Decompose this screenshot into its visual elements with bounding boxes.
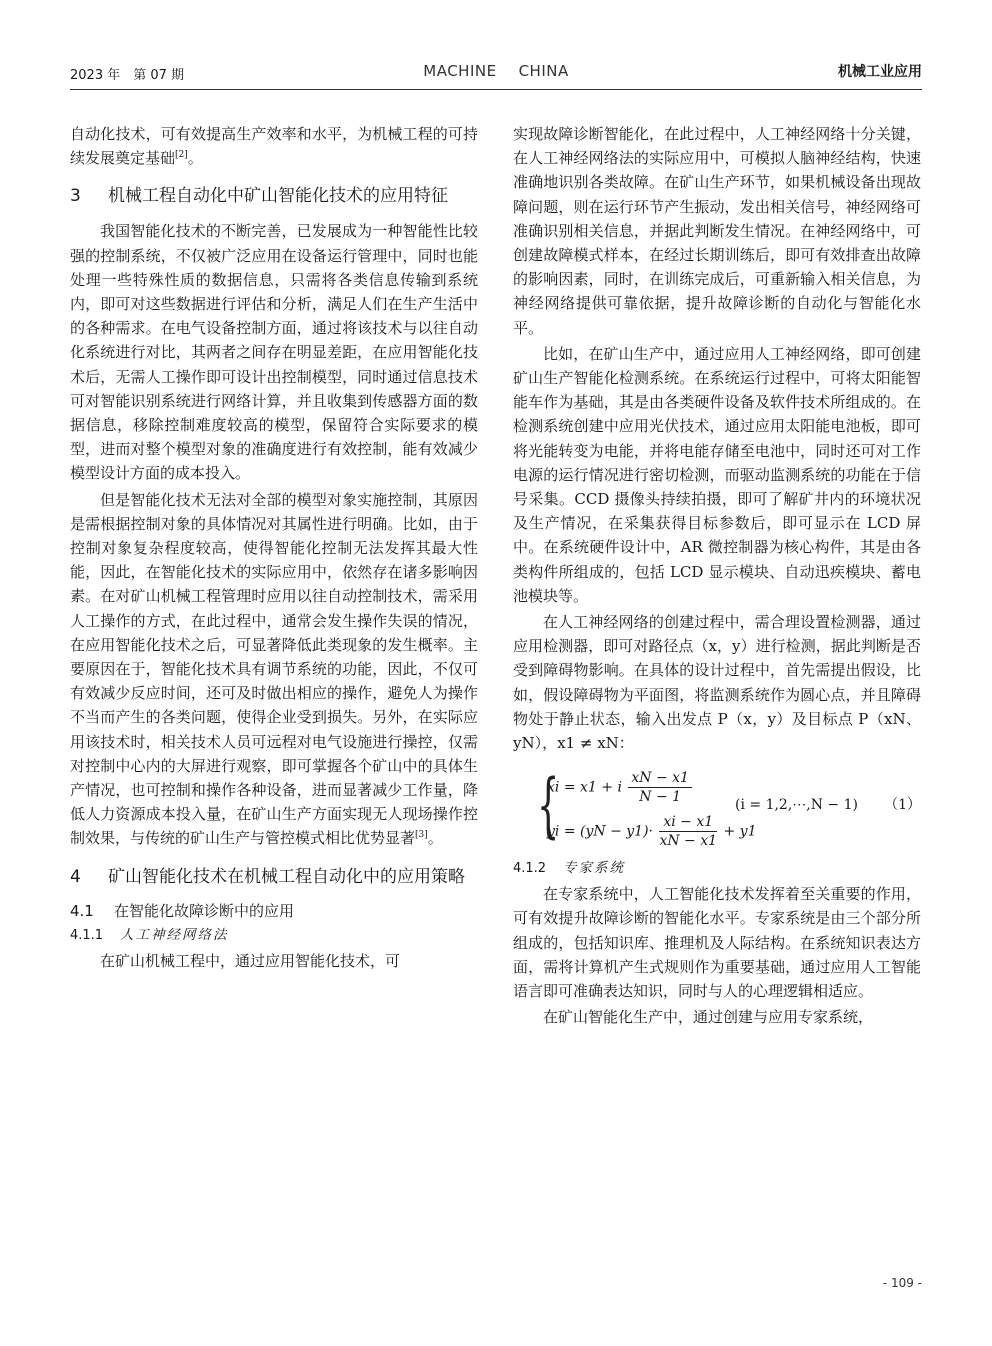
section-title: 矿山智能化技术在机械工程自动化中的应用策略 [108, 866, 465, 887]
equation-condition: (i = 1,2,⋯,N − 1) [735, 797, 858, 814]
equation-line-x: xi = x1 + i $\frac{xN - x1}{N - 1}$ [547, 769, 694, 806]
paragraph: 我国智能化技术的不断完善，已发展成为一种智能性比较强的控制系统，不仅被广泛应用在设备运行管理中，同时也能处理一些特殊性质的数据信息，只需将各类信息传输到系统内，即可对这些数据进行评估和分析，满足人们在生产生活中的各种需求。在电气设备控制方面，通过将该技术与以往自动化系统进行对比，其两者之间存在明显差距，在应用智能化技术后，无需人工操作即可设计出控制模型，同时通过信息技术可对智能识别系统进行网络计算，并且收集到传感器方面的数据信息，移除控制难度较高的模型，保留符合实际要求的模型，进而对整个模型对象的准确度进行有效控制，能有效减少模型设计方面的成本投入。 [70, 222, 478, 483]
equation-1 [513, 763, 921, 855]
journal-name [70, 62, 922, 80]
equation-brace: { [537, 764, 560, 847]
section-number: 3 [70, 186, 81, 207]
journal-name-part-a: MACHINE [423, 62, 497, 80]
page-number: - 109 - [882, 1276, 922, 1290]
subsection-4-1-heading: 4.1 在智能化故障诊断中的应用 [70, 901, 295, 920]
subsubsection-4-1-2-heading: 4.1.2 专家系统 [513, 860, 625, 877]
paragraph-continued: 自动化技术，可有效提高生产效率和水平，为机械工程的可持续发展奠定基础[2]。 [70, 125, 478, 168]
right-column [513, 122, 921, 1032]
issue-label: 2023 年 第 07 期 [70, 68, 185, 83]
section-label: 机械工业应用 [838, 64, 922, 80]
paragraph: 在矿山智能化生产中，通过创建与应用专家系统， [543, 1008, 874, 1027]
citation-ref: [2] [175, 150, 188, 161]
paragraph: 在人工神经网络的创建过程中，需合理设置检测器，通过应用检测器，即可对路径点（x，y）进行检测，据此判断是否受到障碍物影响。在具体的设计过程中，首先需提出假设，比如，假设障碍物为平面图，将监测系统作为圆心点，并且障碍物处于静止状态，输入出发点 P（x，y）及目标点 P（xN、yN），x1 ≠ xN： [513, 613, 921, 753]
paragraph: 比如，在矿山生产中，通过应用人工神经网络，即可创建矿山生产智能化检测系统。在系统运行过程中，可将太阳能智能车作为基础，其是由各类硬件设备及软件技术所组成的。在检测系统创建中应用光伏技术，通过应用太阳能电池板，即可将光能转变为电能，并将电能存储至电池中，同时还可对工作电源的运行情况进行密切检测，而驱动监测系统的功能在于信号采集。CCD 摄像头持续拍摄，即可了解矿井内的环境状况及生产情况，在采集获得目标参数后，即可显示在 LCD 屏中。在系统硬件设计中，AR 微控制器为核心构件，其是由各类构件所组成的，包括 LCD 显示模块、自动迅疾模块、蓄电池模块等。 [513, 344, 921, 605]
page-header [70, 58, 922, 88]
section-4-heading [70, 865, 478, 890]
journal-name-part-b: CHINA [518, 62, 569, 80]
header-divider [70, 89, 922, 90]
fraction: $\frac{xN - x1}{N - 1}$ [628, 769, 692, 806]
paragraph: 在矿山机械工程中，通过应用智能化技术，可 [100, 951, 401, 970]
paragraph: 在专家系统中，人工智能化技术发挥着至关重要的作用，可有效提升故障诊断的智能化水平。专家系统是由三个部分所组成的，包括知识库、推理机及人际结构。在系统知识表达方面，需将计算机产生式规则作为重要基础，通过应用人工智能语言即可准确表达知识，同时与人的心理逻辑相适应。 [513, 885, 921, 1001]
citation-ref: [3] [415, 830, 428, 841]
section-title: 机械工程自动化中矿山智能化技术的应用特征 [108, 186, 448, 207]
equation-line-y: yi = (yN − y1)· $\frac{xi - x1}{xN - x1}$ + y1 [547, 814, 757, 850]
paragraph-continued: 实现故障诊断智能化，在此过程中，人工神经网络十分关键，在人工神经网络法的实际应用中，可模拟人脑神经结构，快速准确地识别各类故障。在矿山生产环节，如果机械设备出现故障问题，则在运行环节产生振动，发出相关信号，神经网络可准确识别相关信息，并据此判断发生情况。在神经网络中，可创建故障模式样本，在经过长期训练后，即可有效排查出故障的影响因素，同时，在训练完成后，可重新输入相关信息，为神经网络提供可靠依据，提升故障诊断的自动化与智能化水平。 [513, 125, 921, 337]
fraction: $\frac{xi - x1}{xN - x1}$ [659, 814, 718, 850]
equation-number: （1） [884, 797, 921, 814]
paragraph: 但是智能化技术无法对全部的模型对象实施控制，其原因是需根据控制对象的具体情况对其属性进行明确。比如，由于控制对象复杂程度较高，使得智能化控制无法发挥其最大性能，因此，在智能化技术的实际应用中，依然存在诸多影响因素。在对矿山机械工程管理时应用以往自动控制技术，需采用人工操作的方式，在此过程中，通常会发生操作失误的情况，在应用智能化技术之后，可显著降低此类现象的发生概率。主要原因在于，智能化技术具有调节系统的功能，因此，不仅可有效减少反应时间，还可及时做出相应的操作，避免人为操作不当而产生的各类问题，使得企业受到损失。另外，在实际应用该技术时，相关技术人员可远程对电气设施进行操控，仅需对控制中心内的大屏进行观察，即可掌握各个矿山中的具体生产情况，也可控制和操作各种设备，进而显著减少工作量，降低人力资源成本投入量，在矿山生产方面实现无人现场操作控制效果，与传统的矿山生产与管控模式相比优势显著[3]。 [70, 490, 478, 848]
section-3-heading [70, 184, 478, 209]
subsubsection-4-1-1-heading: 4.1.1 人工神经网络法 [70, 926, 229, 943]
left-column [70, 122, 478, 975]
section-number: 4 [70, 866, 81, 887]
